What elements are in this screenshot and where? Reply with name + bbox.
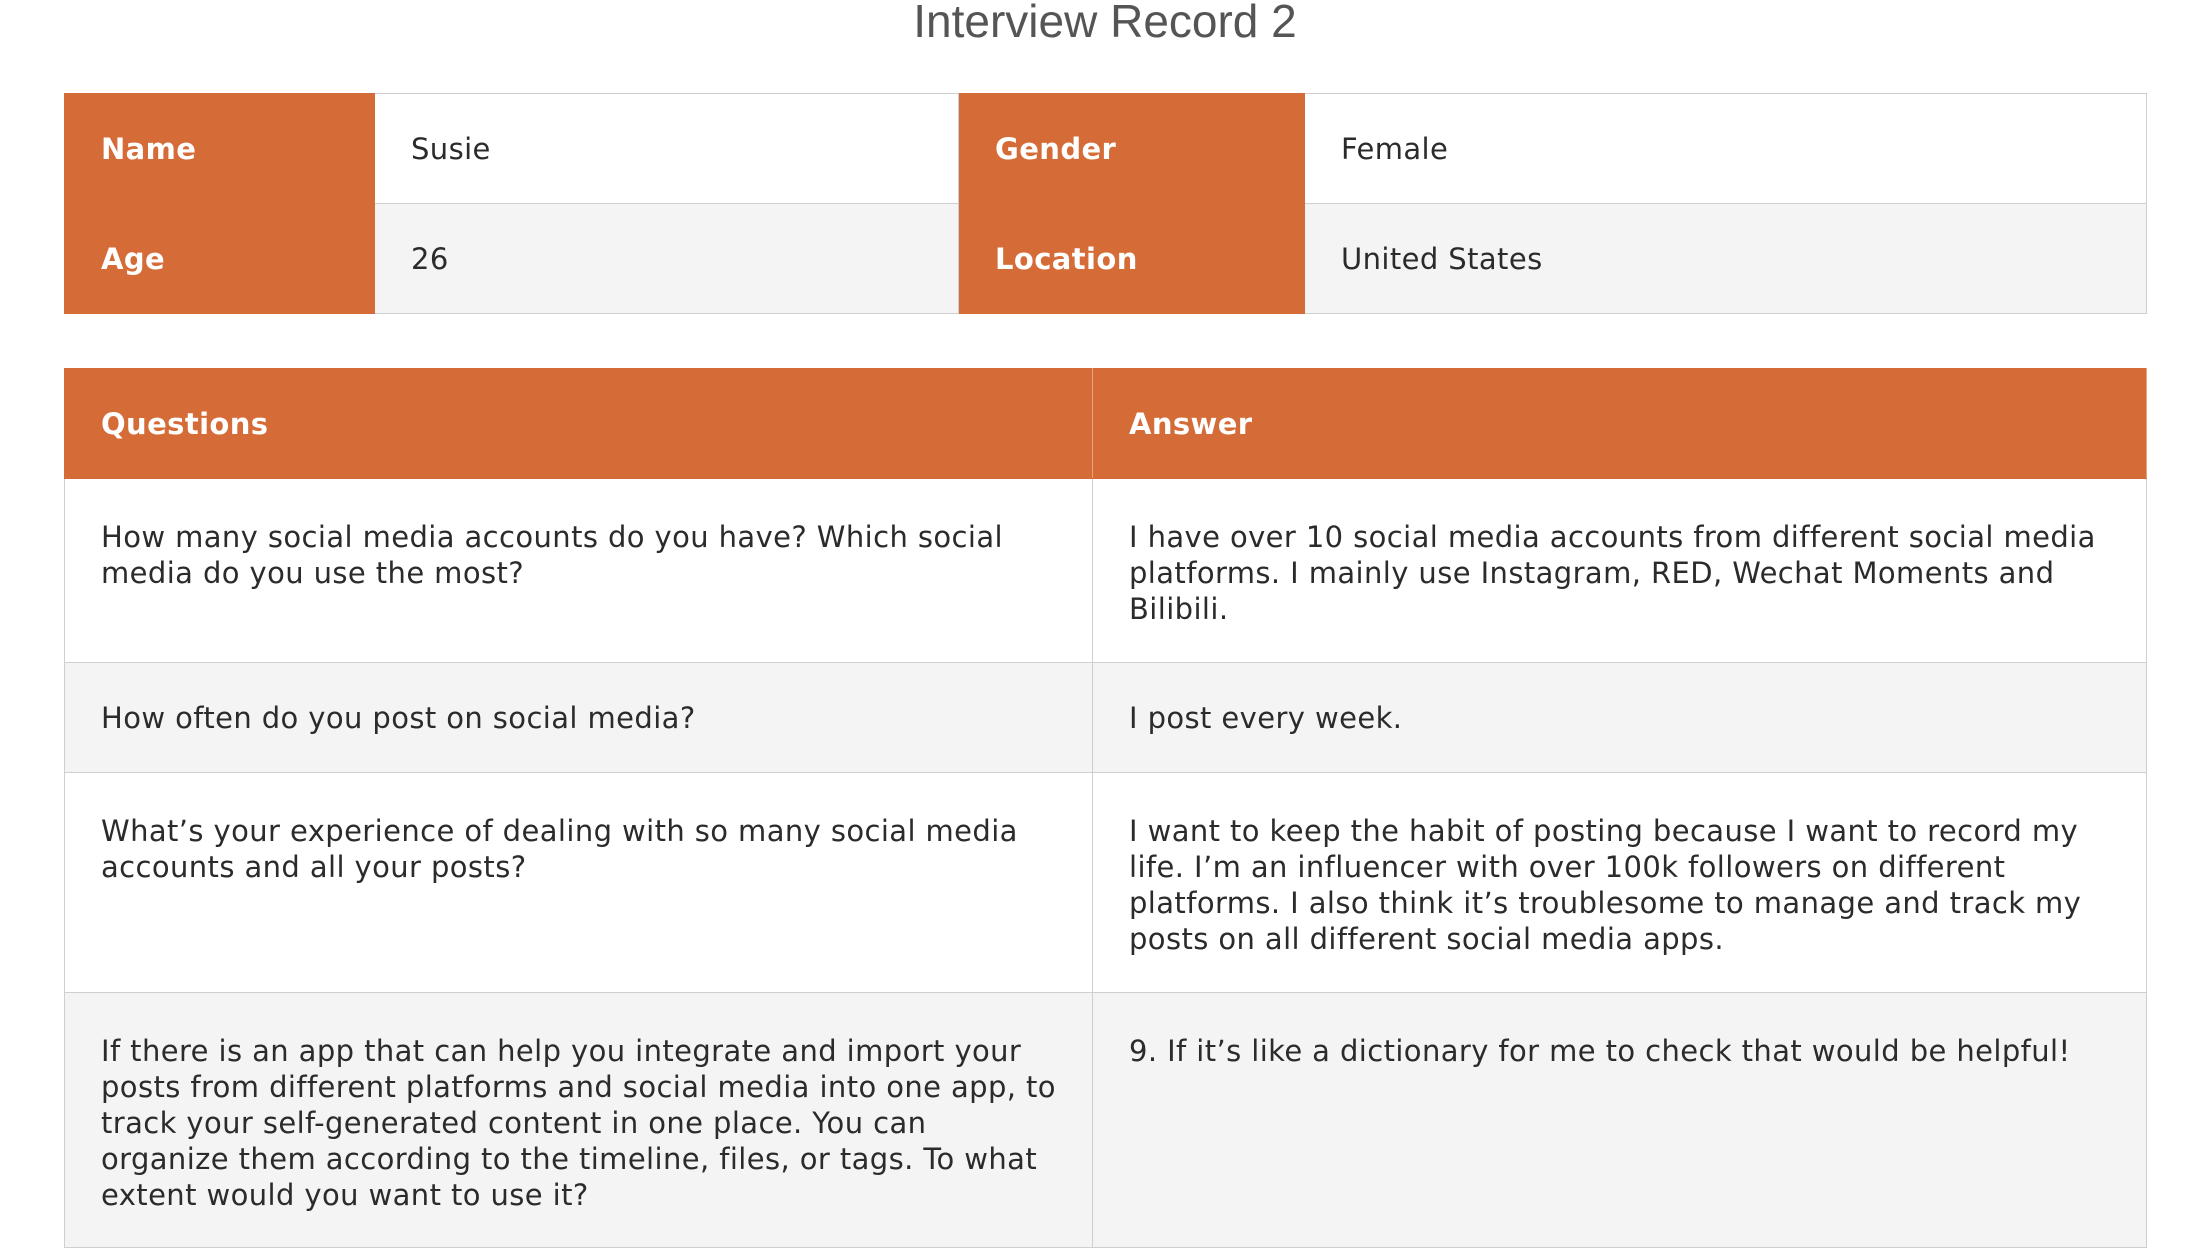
profile-row [65,94,2147,204]
answer-cell: I want to keep the habit of posting because I want to record my life. I’m an influencer with over 100k followers on different platforms. I also think it’s troublesome to manage and track my posts on all different social media apps. [1093,773,2147,993]
age-value: 26 [375,204,959,314]
location-label: Location [959,204,1305,314]
table-row [65,773,2147,993]
qa-table [64,368,2147,1248]
question-cell: What’s your experience of dealing with so many social media accounts and all your posts? [65,773,1093,993]
name-label: Name [65,94,375,204]
question-cell: How often do you post on social media? [65,663,1093,773]
name-value: Susie [375,94,959,204]
answer-header: Answer [1093,369,2147,479]
gender-label: Gender [959,94,1305,204]
questions-header: Questions [65,369,1093,479]
question-cell: If there is an app that can help you integrate and import your posts from different platforms and social media into one app, to track your self-generated content in one place. You can organize them according to the timeline, files, or tags. To what extent would you want to use it? [65,993,1093,1248]
table-row [65,663,2147,773]
profile-row [65,204,2147,314]
question-cell: How many social media accounts do you have? Which social media do you use the most? [65,479,1093,663]
answer-cell: I post every week. [1093,663,2147,773]
answer-cell: I have over 10 social media accounts from different social media platforms. I mainly use Instagram, RED, Wechat Moments and Bilibili. [1093,479,2147,663]
age-label: Age [65,204,375,314]
table-row [65,993,2147,1248]
answer-cell: 9. If it’s like a dictionary for me to check that would be helpful! [1093,993,2147,1248]
location-value: United States [1305,204,2147,314]
table-row [65,479,2147,663]
qa-header-row [65,369,2147,479]
profile-table [64,93,2147,314]
gender-value: Female [1305,94,2147,204]
page-title: Interview Record 2 [913,0,1297,47]
